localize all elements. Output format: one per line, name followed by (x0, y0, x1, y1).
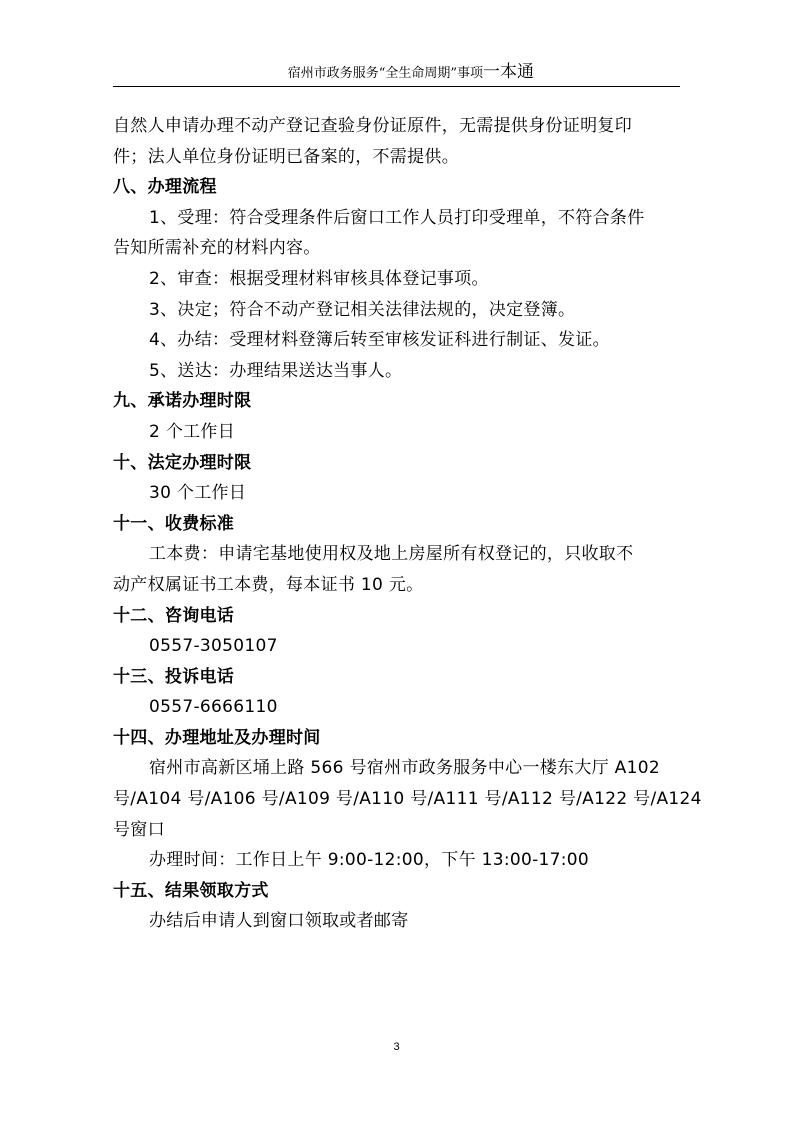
section-heading: 十、法定办理时限 (113, 452, 252, 473)
body-text-line: 办结后申请人到窗口领取或者邮寄 (149, 911, 409, 932)
header-title (288, 57, 534, 82)
page-header (113, 61, 680, 87)
body-text-line: 30 个工作日 (149, 483, 247, 504)
body-text-line: 工本费：申请宅基地使用权及地上房屋所有权登记的，只收取不 (149, 544, 634, 565)
header-title-tail: 一本通 (483, 62, 534, 82)
header-title-main: 宿州市政务服务“全生命周期”事项 (287, 66, 483, 81)
section-heading: 九、承诺办理时限 (113, 391, 252, 412)
body-text-line: 2、审查：根据受理材料审核具体登记事项。 (149, 268, 489, 289)
section-heading: 十二、咨询电话 (113, 605, 235, 626)
body-text-line: 办理时间：工作日上午 9:00-12:00，下午 13:00-17:00 (149, 850, 590, 871)
body-text-line: 号/A104 号/A106 号/A109 号/A110 号/A111 号/A112 号/A122 号/A124 (113, 789, 702, 810)
body-text-line: 4、办结：受理材料登簿后转至审核发证科进行制证、发证。 (149, 330, 610, 351)
section-heading: 十四、办理地址及办理时间 (113, 727, 321, 748)
body-text-line: 1、受理：符合受理条件后窗口工作人员打印受理单，不符合条件 (149, 207, 645, 228)
body-text-line: 自然人申请办理不动产登记查验身份证原件，无需提供身份证明复印 (113, 116, 632, 136)
body-text-line: 0557-6666110 (149, 697, 278, 718)
page-number: 3 (393, 1041, 400, 1053)
section-heading: 八、办理流程 (113, 177, 217, 198)
body-text-line: 号窗口 (113, 819, 165, 840)
section-heading: 十五、结果领取方式 (113, 880, 269, 901)
body-text-line: 5、送达：办理结果送达当事人。 (149, 360, 403, 381)
body-text-line: 0557-3050107 (149, 636, 278, 657)
section-heading: 十三、投诉电话 (113, 666, 235, 687)
section-heading: 十一、收费标准 (113, 513, 235, 534)
document-body (113, 111, 702, 937)
body-text-line: 件；法人单位身份证明已备案的，不需提供。 (113, 146, 459, 167)
body-text-line: 3、决定；符合不动产登记相关法律法规的，决定登簿。 (149, 299, 576, 320)
body-text-line: 2 个工作日 (149, 421, 236, 442)
body-text-line: 动产权属证书工本费，每本证书 10 元。 (113, 574, 424, 595)
header-divider (113, 86, 680, 87)
body-text-line: 告知所需补充的材料内容。 (113, 238, 321, 259)
body-text-line: 宿州市高新区埇上路 566 号宿州市政务服务中心一楼东大厅 A102 (149, 758, 660, 779)
